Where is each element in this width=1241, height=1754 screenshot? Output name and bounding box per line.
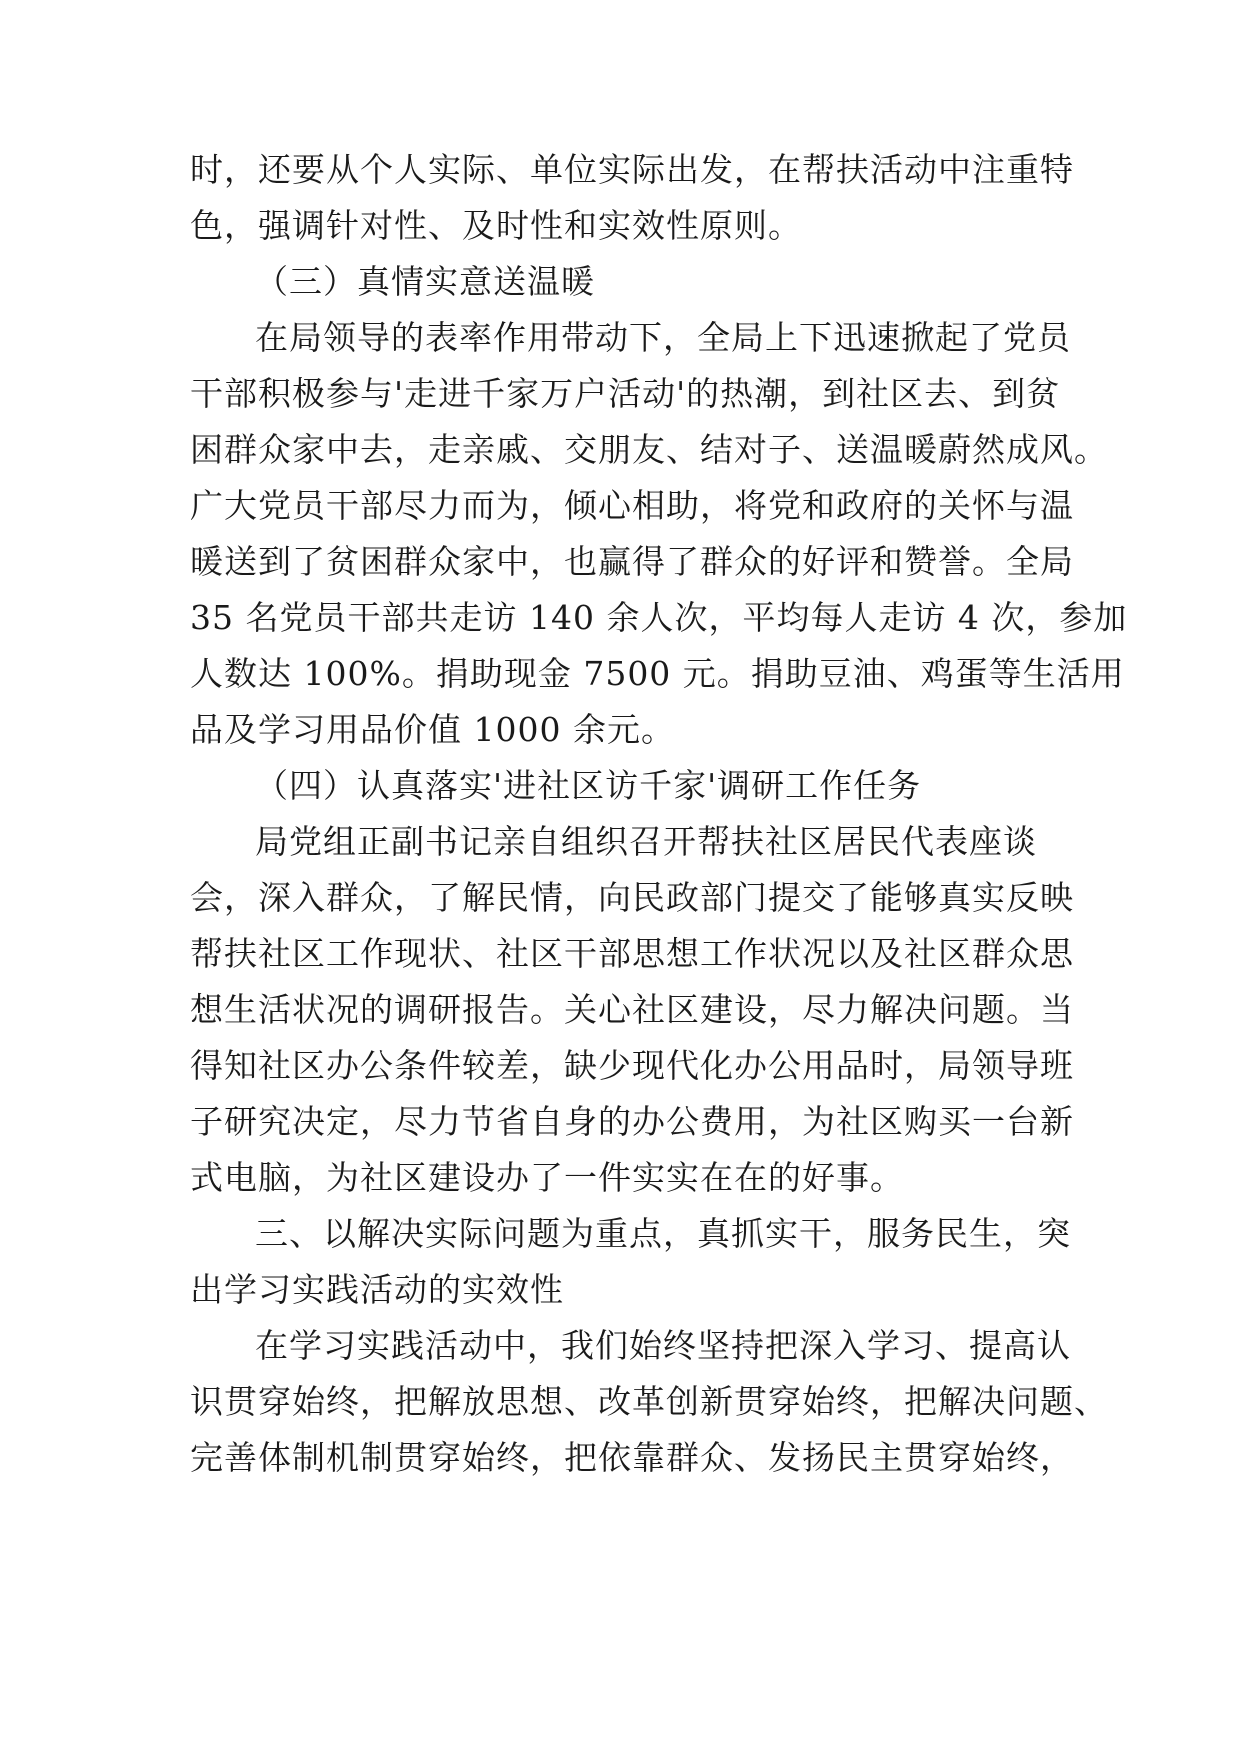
section-heading: 出学习实践活动的实效性 (190, 1270, 564, 1309)
text-line: 色，强调针对性、及时性和实效性原则。 (190, 206, 802, 245)
text-line: 广大党员干部尽力而为，倾心相助，将党和政府的关怀与温 (190, 486, 1074, 525)
text-line: 暖送到了贫困群众家中，也赢得了群众的好评和赞誉。全局 (190, 542, 1074, 581)
section-heading: （三）真情实意送温暖 (255, 262, 595, 301)
text-line: 在学习实践活动中，我们始终坚持把深入学习、提高认 (255, 1326, 1071, 1365)
text-line: 得知社区办公条件较差，缺少现代化办公用品时，局领导班 (190, 1046, 1074, 1085)
text-line: 时，还要从个人实际、单位实际出发，在帮扶活动中注重特 (190, 150, 1074, 189)
text-line: 干部积极参与'走进千家万户活动'的热潮，到社区去、到贫 (190, 374, 1061, 413)
text-line: 局党组正副书记亲自组织召开帮扶社区居民代表座谈 (255, 822, 1037, 861)
text-line: 人数达 100%。捐助现金 7500 元。捐助豆油、鸡蛋等生活用 (190, 654, 1125, 693)
section-heading: 三、以解决实际问题为重点，真抓实干，服务民生，突 (255, 1214, 1071, 1253)
text-line: 完善体制机制贯穿始终，把依靠群众、发扬民主贯穿始终， (190, 1438, 1074, 1477)
section-heading: （四）认真落实'进社区访千家'调研工作任务 (255, 766, 922, 805)
text-line: 在局领导的表率作用带动下，全局上下迅速掀起了党员 (255, 318, 1071, 357)
text-line: 想生活状况的调研报告。关心社区建设，尽力解决问题。当 (190, 990, 1074, 1029)
text-line: 35 名党员干部共走访 140 余人次，平均每人走访 4 次，参加 (190, 598, 1128, 637)
text-line: 式电脑，为社区建设办了一件实实在在的好事。 (190, 1158, 904, 1197)
text-line: 帮扶社区工作现状、社区干部思想工作状况以及社区群众思 (190, 934, 1074, 973)
text-line: 子研究决定，尽力节省自身的办公费用，为社区购买一台新 (190, 1102, 1074, 1141)
text-line: 品及学习用品价值 1000 余元。 (190, 710, 675, 749)
text-line: 会，深入群众，了解民情，向民政部门提交了能够真实反映 (190, 878, 1074, 917)
text-line: 困群众家中去，走亲戚、交朋友、结对子、送温暖蔚然成风。 (190, 430, 1108, 469)
text-line: 识贯穿始终，把解放思想、改革创新贯穿始终，把解决问题、 (190, 1382, 1108, 1421)
